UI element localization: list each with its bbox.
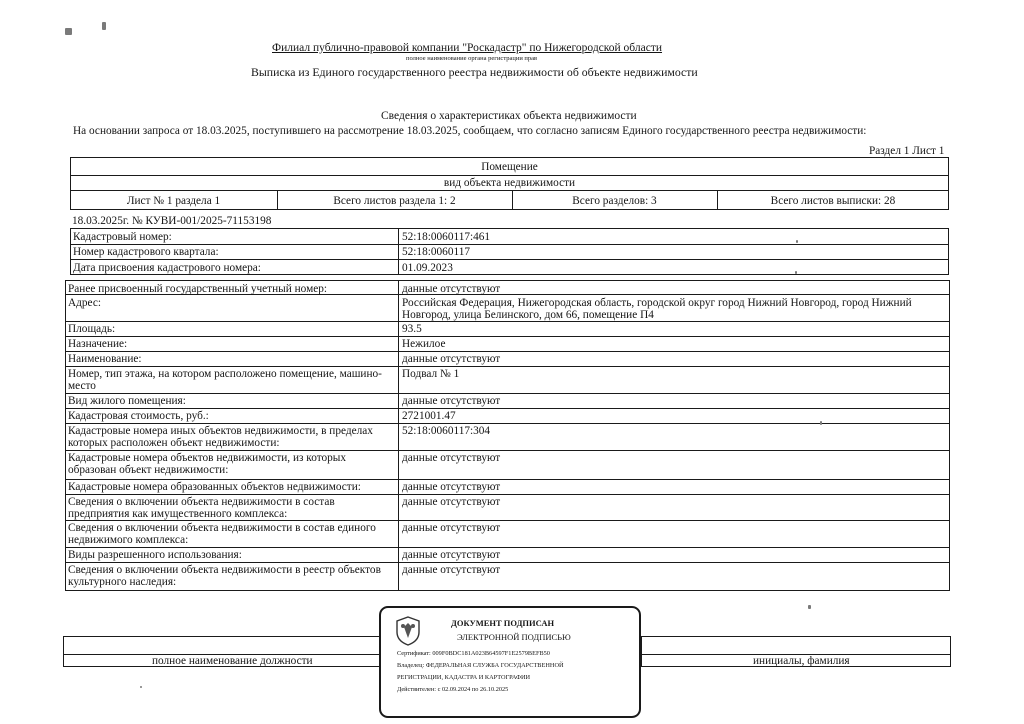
total-sheets-section: Всего листов раздела 1: 2 <box>333 195 456 207</box>
dwelling-type-value: данные отсутствуют <box>402 395 501 407</box>
cadastral-number-value: 52:18:0060117:461 <box>402 231 491 243</box>
unified-complex-value: данные отсутствуют <box>402 522 501 534</box>
object-kind: Помещение <box>481 161 538 173</box>
name-value: данные отсутствуют <box>402 353 501 365</box>
state-emblem-icon <box>393 614 423 648</box>
sheet-of-section: Лист № 1 раздела 1 <box>126 195 221 207</box>
stamp-subtitle: ЭЛЕКТРОННОЙ ПОДПИСЬЮ <box>457 632 571 642</box>
assignment-date-label: Дата присвоения кадастрового номера: <box>73 262 261 274</box>
stamp-certificate: Сертификат: 009F0BDC181A023B64597F1E2579BEFB50 <box>397 650 550 657</box>
position-caption: полное наименование должности <box>152 655 313 667</box>
cadastral-number-label: Кадастровый номер: <box>73 231 172 243</box>
stamp-title: ДОКУМЕНТ ПОДПИСАН <box>451 618 555 628</box>
scan-speck <box>820 421 822 425</box>
cadastral-quarter-value: 52:18:0060117 <box>402 246 470 258</box>
source-objects-label: Кадастровые номера объектов недвижимости, из которых образован объект недвижимости: <box>68 452 347 476</box>
floor-label: Номер, тип этажа, на котором расположено помещение, машино-место <box>68 368 382 392</box>
assignment-date-value: 01.09.2023 <box>402 262 453 274</box>
parent-objects-value: 52:18:0060117:304 <box>402 425 491 437</box>
section-title: Сведения о характеристиках объекта недвижимости <box>381 110 637 122</box>
total-sections: Всего разделов: 3 <box>572 195 657 207</box>
object-kind-caption: вид объекта недвижимости <box>443 177 576 189</box>
scan-speck <box>795 271 797 274</box>
permitted-use-label: Виды разрешенного использования: <box>68 549 242 561</box>
area-value: 93.5 <box>402 323 422 335</box>
stamp-validity: Действителен: с 02.09.2024 по 26.10.2025 <box>397 686 509 693</box>
address-label: Адрес: <box>68 297 102 309</box>
source-objects-value: данные отсутствуют <box>402 452 501 464</box>
cadastral-value-label: Кадастровая стоимость, руб.: <box>68 410 209 422</box>
registration-office-caption: полное наименование органа регистрации прав <box>406 55 538 62</box>
dwelling-type-label: Вид жилого помещения: <box>68 395 186 407</box>
request-basis-text: На основании запроса от 18.03.2025, поступившего на рассмотрение 18.03.2025, сообщаем, что согласно записям Единого государственного реестра недвижимости: <box>73 125 867 137</box>
scan-speck <box>796 240 798 243</box>
parent-objects-label: Кадастровые номера иных объектов недвижимости, в пределах которых расположен объект недвижимости: <box>68 425 373 449</box>
request-reference: 18.03.2025г. № КУВИ-001/2025-71153198 <box>72 215 272 227</box>
formed-objects-value: данные отсутствуют <box>402 481 501 493</box>
area-label: Площадь: <box>68 323 116 335</box>
document-title: Выписка из Единого государственного реестра недвижимости об объекте недвижимости <box>251 65 698 79</box>
sheet-reference: Раздел 1 Лист 1 <box>869 145 945 157</box>
formed-objects-label: Кадастровые номера образованных объектов недвижимости: <box>68 481 361 493</box>
scan-speck <box>140 686 142 688</box>
scan-speck <box>65 28 72 35</box>
enterprise-inclusion-label: Сведения о включении объекта недвижимости в состав предприятия как имущественного комплекса: <box>68 496 335 520</box>
address-value: Российская Федерация, Нижегородская область, городской округ город Нижний Новгород, город Нижний Новгород, улица Белинского, дом 66, помещение П4 <box>402 297 912 321</box>
floor-value: Подвал № 1 <box>402 368 460 380</box>
cadastral-value-value: 2721001.47 <box>402 410 456 422</box>
scan-speck <box>808 605 811 609</box>
name-caption: инициалы, фамилия <box>753 655 850 667</box>
permitted-use-value: данные отсутствуют <box>402 549 501 561</box>
purpose-value: Нежилое <box>402 338 446 350</box>
previous-number-label: Ранее присвоенный государственный учетный номер: <box>68 283 328 295</box>
registration-office-name: Филиал публично-правовой компании "Роскадастр" по Нижегородской области <box>272 42 663 54</box>
total-sheets-extract: Всего листов выписки: 28 <box>770 195 896 207</box>
purpose-label: Назначение: <box>68 338 128 350</box>
stamp-owner-line1: Владелец: ФЕДЕРАЛЬНАЯ СЛУЖБА ГОСУДАРСТВЕННОЙ <box>397 662 564 669</box>
enterprise-inclusion-value: данные отсутствуют <box>402 496 501 508</box>
cadastral-quarter-label: Номер кадастрового квартала: <box>73 246 219 258</box>
unified-complex-label: Сведения о включении объекта недвижимости в состав единого недвижимого комплекса: <box>68 522 376 546</box>
cultural-heritage-label: Сведения о включении объекта недвижимости в реестр объектов культурного наследия: <box>68 564 381 588</box>
stamp-owner-line2: РЕГИСТРАЦИИ, КАДАСТРА И КАРТОГРАФИИ <box>397 674 531 681</box>
electronic-signature-stamp <box>379 606 641 718</box>
previous-number-value: данные отсутствуют <box>402 283 501 295</box>
cultural-heritage-value: данные отсутствуют <box>402 564 501 576</box>
name-label: Наименование: <box>68 353 142 365</box>
scan-speck <box>102 22 106 30</box>
